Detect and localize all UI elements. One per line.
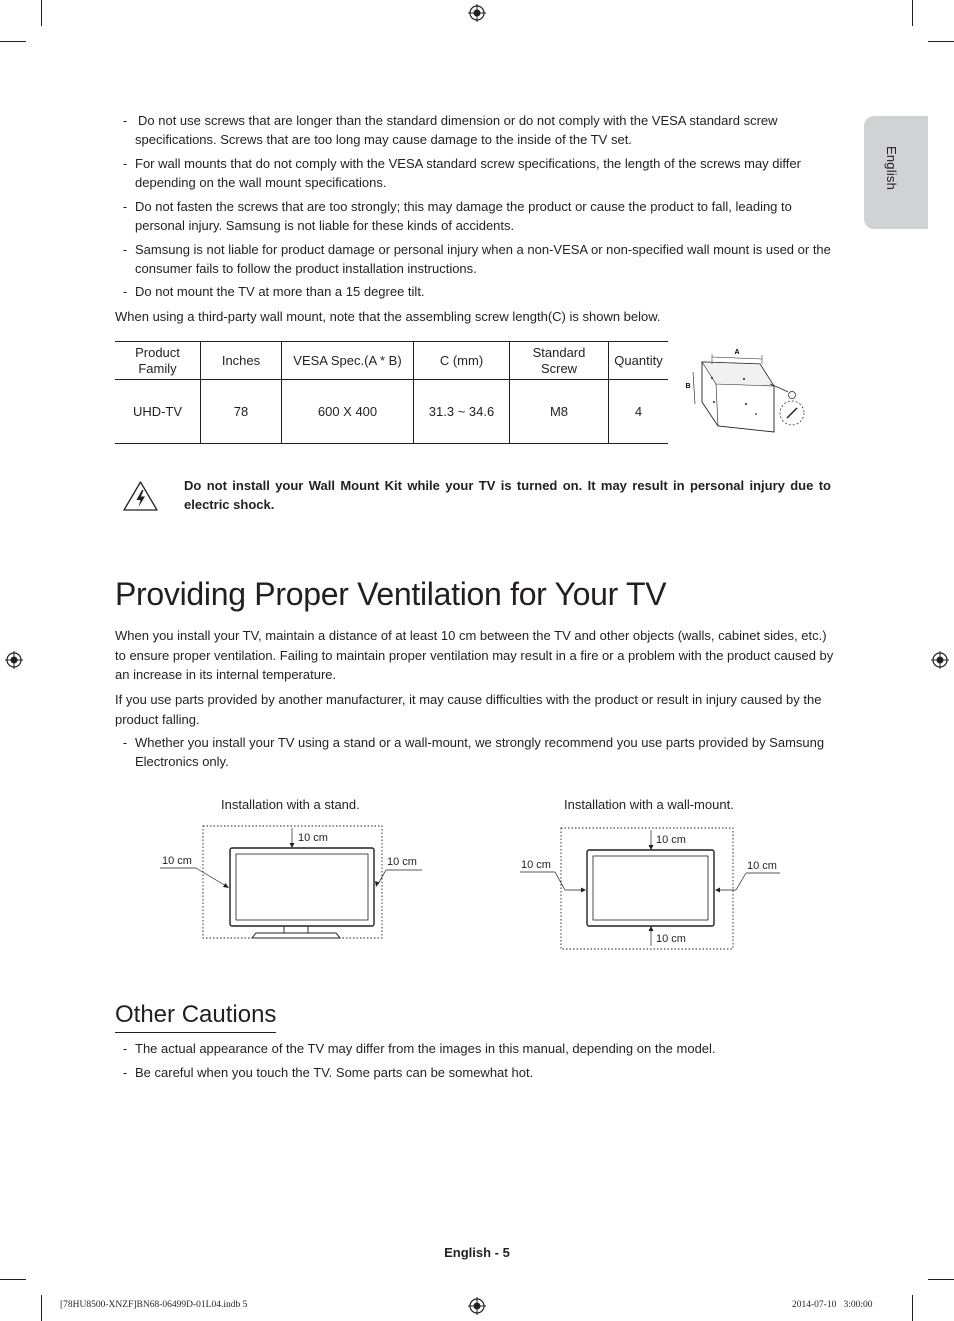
electric-shock-warning-icon (122, 480, 159, 512)
table-cell: 4 (609, 380, 669, 444)
table-header-row (115, 342, 668, 380)
warning-text: Do not install your Wall Mount Kit while your TV is turned on. It may result in personal injury due to electric shock. (184, 478, 831, 512)
table-row (115, 380, 668, 444)
column-header: VESA Spec.(A * B) (282, 342, 414, 380)
wall-mount-screw-diagram (682, 344, 810, 436)
spec-table (115, 341, 668, 444)
print-slug-file: [78HU8500-XNZF]BN68-06499D-01L04.indb 5 (60, 1300, 248, 1310)
print-slug-date: 2014-07-10 3:00:00 (792, 1300, 873, 1310)
language-side-tab (864, 116, 928, 229)
clearance-right-label: 10 cm (747, 860, 777, 872)
bullet-dash: - (122, 156, 128, 171)
diagram-caption: Installation with a wall-mount. (564, 797, 734, 812)
list-item (115, 197, 835, 235)
wall-mount-installation-diagram (518, 822, 784, 952)
crop-mark (928, 1279, 954, 1280)
paragraph: If you use parts provided by another manufacturer, it may cause difficulties with the product or result in injury caused by the product falling. (115, 692, 822, 727)
column-header: Quantity (609, 342, 669, 380)
crop-mark (0, 41, 26, 42)
screw-intro: When using a third-party wall mount, note that the assembling screw length(C) is shown below. (115, 309, 661, 324)
clearance-top-label: 10 cm (298, 832, 328, 844)
bullet-dash: - (122, 242, 128, 257)
list-item-text: Samsung is not liable for product damage or personal injury when a non-VESA or non-specified wall mount is used or the consumer fails to follow the product installation instructions. (135, 242, 831, 276)
column-header: Inches (201, 342, 282, 380)
list-item (115, 111, 835, 149)
crop-mark (41, 0, 42, 26)
page-number: English - 5 (444, 1245, 510, 1260)
clearance-left-label: 10 cm (162, 855, 192, 867)
table-cell: 31.3 ~ 34.6 (414, 380, 510, 444)
clearance-top-label: 10 cm (656, 834, 686, 846)
list-item-text: Be careful when you touch the TV. Some parts can be somewhat hot. (135, 1065, 534, 1080)
crop-mark (928, 41, 954, 42)
table-cell: M8 (510, 380, 609, 444)
clearance-left-label: 10 cm (521, 859, 551, 871)
page-title: Providing Proper Ventilation for Your TV (115, 576, 667, 612)
dimension-a-label: A (734, 349, 740, 356)
crop-mark (912, 1295, 913, 1321)
section-title: Other Cautions (115, 1000, 276, 1033)
list-item (115, 154, 835, 192)
registration-mark-icon (931, 651, 949, 669)
bullet-dash: - (122, 284, 128, 299)
column-header: C (mm) (414, 342, 510, 380)
list-item (115, 240, 835, 278)
list-item (115, 282, 835, 301)
diagram-caption: Installation with a stand. (221, 797, 360, 812)
column-header: Product Family (135, 344, 180, 376)
list-item-text: The actual appearance of the TV may differ from the images in this manual, depending on the model. (135, 1041, 716, 1056)
table-cell: UHD-TV (132, 404, 183, 419)
side-tab-label: English (884, 146, 899, 191)
stand-installation-diagram (160, 820, 430, 942)
list-item-text: For wall mounts that do not comply with the VESA standard screw specifications, the length of the screws may differ depending on the wall mount specifications. (135, 156, 801, 190)
registration-mark-icon (468, 1297, 486, 1315)
list-item-text: Do not mount the TV at more than a 15 degree tilt. (135, 284, 425, 299)
paragraph: When you install your TV, maintain a distance of at least 10 cm between the TV and other objects (walls, cabinet sides, etc.) to ensure proper ventilation. Failing to maintain proper ventilation may result in a fire or a problem with the product caused by an increase in its internal temperature. (115, 628, 834, 682)
bullet-dash: - (122, 1041, 128, 1056)
registration-mark-icon (5, 651, 23, 669)
dimension-b-label: B (685, 383, 691, 390)
table-cell: 600 X 400 (282, 380, 414, 444)
column-header: Standard Screw (510, 342, 609, 380)
clearance-right-label: 10 cm (387, 856, 417, 868)
registration-mark-icon (468, 4, 486, 22)
bullet-dash: - (122, 199, 128, 214)
table-cell: 78 (201, 380, 282, 444)
list-item (115, 733, 835, 771)
list-item (115, 1039, 835, 1058)
crop-mark (0, 1279, 26, 1280)
crop-mark (41, 1295, 42, 1321)
list-item-text: Do not fasten the screws that are too strongly; this may damage the product or cause the product to fall, leading to personal injury. Samsung is not liable for these kinds of accidents. (135, 199, 792, 233)
crop-mark (912, 0, 913, 26)
list-item-text: Do not use screws that are longer than the standard dimension or do not comply with the VESA standard screw specifications. Screws that are too long may cause damage to the inside of the TV set. (135, 113, 778, 147)
list-item (115, 1063, 835, 1082)
bullet-dash: - (122, 735, 128, 750)
list-item-text: Whether you install your TV using a stand or a wall-mount, we strongly recommend you use parts provided by Samsung Electronics only. (135, 735, 825, 769)
clearance-bottom-label: 10 cm (656, 933, 686, 945)
bullet-dash: - (122, 1065, 128, 1080)
bullet-dash: - (122, 113, 128, 128)
